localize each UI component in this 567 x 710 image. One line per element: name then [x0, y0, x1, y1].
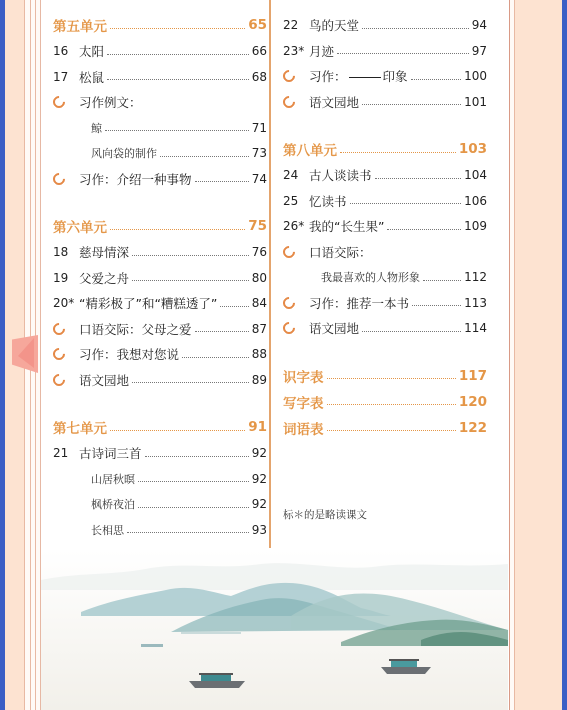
page-number: 122 — [458, 419, 487, 436]
entry-title: 风向袋的制作 — [91, 147, 157, 160]
entry-title: 习作例文： — [79, 95, 142, 110]
leader-dots — [327, 404, 456, 405]
page-number: 80 — [251, 270, 267, 285]
leader-dots — [362, 104, 461, 105]
entry-title: 古诗词三首 — [79, 446, 142, 461]
toc-entry[interactable] — [53, 117, 267, 139]
toc-entry[interactable] — [283, 164, 487, 186]
page-number: 74 — [251, 171, 267, 186]
lesson-number: 17 — [53, 69, 69, 84]
bullet-ornament-icon — [283, 246, 309, 258]
lesson-number: 20* — [53, 296, 75, 310]
toc-unit-heading[interactable] — [283, 365, 487, 387]
entry-title: 口语交际：父母之爱 — [79, 321, 192, 337]
fill-in-blank — [349, 77, 381, 78]
leader-dots — [107, 79, 249, 80]
bullet-ornament-icon — [283, 322, 309, 334]
page-number: 75 — [248, 218, 267, 234]
entry-title: 父爱之舟 — [79, 270, 130, 286]
leader-dots — [340, 152, 456, 153]
leader-dots — [145, 456, 249, 457]
entry-title: 山居秋暝 — [91, 472, 135, 486]
right-frame-bar — [562, 0, 567, 710]
leader-dots — [195, 331, 249, 332]
entry-title: 语文园地 — [309, 321, 360, 336]
page-number: 92 — [251, 471, 267, 486]
lesson-number: 26* — [283, 219, 305, 233]
leader-dots — [127, 532, 249, 533]
entry-title: 第七单元 — [53, 421, 107, 437]
toc-entry[interactable] — [53, 40, 267, 62]
footnote: 标＊的是略读课文 — [283, 509, 367, 521]
page-number: 97 — [471, 43, 487, 58]
entry-title: 第六单元 — [53, 220, 107, 236]
leader-dots — [327, 430, 456, 431]
page-number: 68 — [251, 69, 267, 84]
bullet-ornament-icon — [53, 173, 79, 185]
leader-dots — [132, 255, 249, 256]
toc-page — [40, 0, 510, 710]
entry-title: 习作：介绍一种事物 — [79, 171, 192, 187]
toc-unit-heading[interactable] — [283, 138, 487, 160]
page-number: 103 — [458, 141, 487, 157]
leader-dots — [362, 331, 461, 332]
leader-dots — [132, 280, 249, 281]
leader-dots — [362, 28, 469, 29]
entry-title: 太阳 — [79, 44, 105, 59]
leader-dots — [138, 507, 249, 508]
entry-title: 口语交际： — [309, 244, 372, 260]
leader-dots — [105, 130, 249, 131]
toc-entry[interactable] — [53, 468, 267, 490]
toc-unit-heading[interactable] — [53, 14, 267, 36]
bullet-ornament-icon — [53, 323, 79, 335]
page-number: 71 — [251, 120, 267, 135]
leader-dots — [411, 79, 462, 80]
page-number: 92 — [251, 446, 267, 460]
entry-title: 鲸 — [91, 121, 102, 135]
page-number: 104 — [464, 168, 487, 182]
left-frame-bar — [0, 0, 5, 710]
toc-entry[interactable] — [283, 14, 487, 36]
leader-dots — [220, 306, 248, 307]
page-number: 94 — [471, 18, 487, 32]
lesson-number: 19 — [53, 270, 69, 285]
bullet-ornament-icon — [283, 96, 309, 108]
leader-dots — [107, 54, 249, 55]
lesson-number: 25 — [283, 193, 299, 208]
entry-title: 第五单元 — [53, 19, 107, 35]
entry-title: 词语表 — [283, 421, 324, 438]
toc-entry[interactable] — [283, 241, 487, 263]
toc-entry[interactable] — [53, 292, 267, 314]
toc-entry[interactable] — [53, 142, 267, 164]
entry-title: 我最喜欢的人物形象 — [321, 271, 420, 284]
toc-entry[interactable] — [53, 168, 267, 190]
lesson-number: 21 — [53, 446, 69, 460]
toc-entry[interactable] — [283, 190, 487, 212]
lesson-number: 24 — [283, 168, 299, 182]
entry-title: 习作：我想对您说 — [79, 347, 180, 362]
toc-unit-heading[interactable] — [283, 417, 487, 439]
page-number: 84 — [251, 296, 267, 310]
page-number: 117 — [458, 367, 487, 384]
entry-title: 慈母情深 — [79, 245, 130, 260]
entry-title — [309, 67, 408, 85]
toc-unit-heading[interactable] — [53, 215, 267, 237]
bullet-ornament-icon — [53, 348, 79, 360]
page-number: 73 — [251, 146, 267, 160]
toc-entry[interactable] — [53, 241, 267, 263]
landscape-illustration — [41, 550, 508, 710]
toc-entry[interactable] — [53, 318, 267, 340]
entry-title: 我的“长生果” — [309, 219, 385, 234]
leader-dots — [132, 382, 249, 383]
page-number: 112 — [464, 270, 487, 284]
toc-unit-heading[interactable] — [283, 391, 487, 413]
leader-dots — [412, 305, 461, 306]
leader-dots — [423, 280, 461, 281]
leader-dots — [375, 178, 462, 179]
entry-title: 枫桥夜泊 — [91, 498, 135, 511]
bullet-ornament-icon — [53, 96, 79, 108]
leader-dots — [110, 430, 245, 431]
toc-entry[interactable] — [53, 91, 267, 113]
page-number: 114 — [464, 321, 487, 335]
toc-entry[interactable] — [283, 317, 487, 339]
toc-unit-heading[interactable] — [53, 416, 267, 438]
entry-title: 语文园地 — [309, 94, 360, 110]
bullet-ornament-icon — [53, 374, 79, 386]
entry-title: 松鼠 — [79, 69, 105, 85]
entry-title: 忆读书 — [309, 193, 347, 209]
toc-entry[interactable] — [53, 369, 267, 391]
page-number: 87 — [251, 321, 267, 336]
leader-dots — [195, 181, 249, 182]
page-number: 106 — [464, 193, 487, 208]
lesson-number: 18 — [53, 245, 69, 259]
lesson-number: 16 — [53, 44, 69, 58]
toc-entry[interactable] — [283, 215, 487, 237]
column-divider — [269, 0, 271, 548]
page-number: 92 — [251, 497, 267, 511]
toc-entry[interactable] — [283, 266, 487, 288]
page-number: 66 — [251, 44, 267, 58]
toc-entry[interactable] — [53, 519, 267, 541]
page-number: 93 — [251, 522, 267, 537]
entry-title: 长相思 — [91, 523, 124, 537]
toc-entry[interactable] — [53, 442, 267, 464]
leader-dots — [327, 378, 456, 379]
leader-dots — [138, 481, 249, 482]
toc-entry[interactable] — [283, 292, 487, 314]
page-number: 101 — [464, 94, 487, 109]
bullet-ornament-icon — [283, 70, 309, 82]
leader-dots — [110, 28, 245, 29]
toc-entry[interactable] — [53, 267, 267, 289]
entry-title: 习作：推荐一本书 — [309, 295, 410, 311]
page-number: 120 — [458, 393, 487, 410]
page-number: 89 — [251, 372, 267, 387]
lesson-number: 22 — [283, 18, 299, 32]
page-number: 109 — [464, 219, 487, 233]
leader-dots — [337, 53, 469, 54]
page-number: 91 — [248, 419, 267, 435]
lesson-number: 23* — [283, 43, 305, 58]
entry-title: 鸟的天堂 — [309, 18, 360, 33]
leader-dots — [182, 357, 249, 358]
entry-title: 第八单元 — [283, 143, 337, 159]
leader-dots — [387, 229, 461, 230]
leader-dots — [110, 229, 245, 230]
toc-entry[interactable] — [53, 493, 267, 515]
entry-title-suffix: 印象 — [382, 69, 408, 84]
toc-entry[interactable] — [283, 65, 487, 87]
page-number: 113 — [464, 295, 487, 310]
page-number: 100 — [464, 69, 487, 83]
entry-title: 写字表 — [283, 395, 324, 412]
leader-dots — [160, 156, 249, 157]
entry-title-prefix: 习作： — [309, 69, 347, 84]
page-number: 65 — [248, 17, 267, 33]
entry-title: 月迹 — [309, 43, 335, 59]
toc-entry[interactable] — [53, 343, 267, 365]
page-number: 88 — [251, 347, 267, 361]
entry-title: 语文园地 — [79, 372, 130, 388]
entry-title: “精彩极了”和“糟糕透了” — [79, 296, 218, 311]
toc-entry[interactable] — [283, 40, 487, 62]
page-number: 76 — [251, 245, 267, 259]
toc-entry[interactable] — [283, 91, 487, 113]
bullet-ornament-icon — [283, 297, 309, 309]
entry-title: 识字表 — [283, 369, 324, 386]
entry-title: 古人谈读书 — [309, 168, 372, 183]
toc-entry[interactable] — [53, 66, 267, 88]
leader-dots — [350, 203, 462, 204]
